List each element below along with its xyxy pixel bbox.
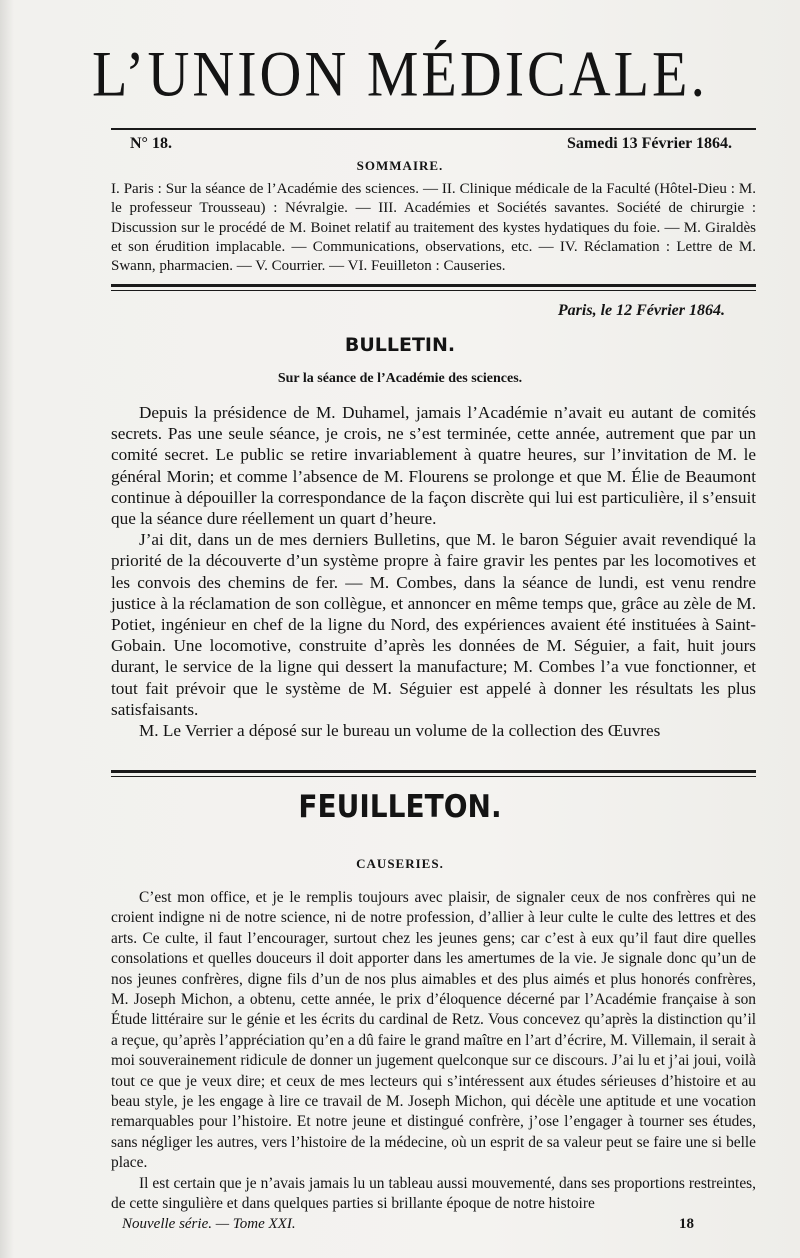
footer-page-number: 18 xyxy=(679,1216,694,1232)
feuilleton-body xyxy=(111,888,756,1215)
sommaire-rule-thin xyxy=(111,290,756,291)
sommaire-title: SOMMAIRE. xyxy=(356,158,444,173)
feuilleton-paragraph: C’est mon office, et je le remplis toujours avec plaisir, de signaler ceux de nos confrères qui ne croient indigne ni de notre science, ni de notre profession, d’allier à leur culte le culte des lettres et des arts. Ce culte, il faut l’encourager, surtout chez les jeunes gens; car c’est à eux qu’il faut dire quelles consolations et quelles douceurs il doit apporter dans les amertumes de la vie. Je signale donc qu’un de nos jeunes confrères, digne fils d’un de nos plus aimables et des plus aimés et plus honorés confrères, M. Joseph Michon, a obtenu, cette année, le prix d’éloquence décerné par l’Académie française à son Étude littéraire sur le génie et les écrits du cardinal de Retz. Vous concevez qu’après la distinction qu’il a reçue, qu’après l’appréciation qu’en a dû faire le grand maître en l’art d’écrire, M. Villemain, il serait à moi souverainement ridicule de donner un jugement quelconque sur ce discours. J’ai lu et j’ai joui, voilà tout ce que je veux dire; et ceux de mes lecteurs qui s’intéressent aux études sérieuses d’histoire et au beau style, je les engage à lire ce travail de M. Joseph Michon, qui décèle une aptitude et une vocation remarquables pour l’histoire. Et notre jeune et distingué confrère, j’ose l’engager à tourner ses études, sans négliger les autres, vers l’histoire de la médecine, où un esprit de sa valeur peut se faire une si belle place. xyxy=(111,889,756,1172)
bulletin-paragraph: M. Le Verrier a déposé sur le bureau un volume de la collection des Œuvres xyxy=(139,721,661,741)
feuilleton-rule-thin xyxy=(111,776,756,777)
bulletin-paragraph: J’ai dit, dans un de mes derniers Bulletins, que M. le baron Séguier avait revendiqué la priorité de la découverte d’un système propre à faire gravir les pentes par les locomotives et les convois des chemins de fer. — M. Combes, dans la séance de lundi, est venu rendre justice à la réclamation de son collègue, et annoncer en même temps que, grâce au zèle de M. Potiet, ingénieur en chef de la ligne du Nord, des expériences avaient été instituées à Saint-Gobain. Une locomotive, construite d’après les données de M. Séguier, a fait, huit jours durant, le service de la ligne qui dessert la manufacture; M. Combes l’a vue fonctionner, et tout fait prévoir que le système de M. Séguier est appelé à donner les résultats les plus satisfaisants. xyxy=(111,530,756,719)
masthead-title: L’UNION MÉDICALE. xyxy=(92,37,708,110)
issue-date: Samedi 13 Février 1864. xyxy=(566,135,732,152)
issue-number: N° 18. xyxy=(130,135,172,152)
sommaire-text: I. Paris : Sur la séance de l’Académie des sciences. — II. Clinique médicale de la Faculté (Hôtel-Dieu : M. le professeur Trousseau) : Névralgie. — III. Académies et Sociétés savantes. Société de chirurgie : Discussion sur le procédé de M. Boinet relatif au traitement des kystes hydatiques du foie. — M. Giraldès et son érudition implacable. — Communications, observations, etc. — IV. Réclamation : Lettre de M. Swann, pharmacien. — V. Courrier. — VI. Feuilleton : Causeries. xyxy=(111,181,756,275)
feuilleton-paragraph: Il est certain que je n’avais jamais lu un tableau aussi mouvementé, dans ses proportions restreintes, de cette singulière et dans quelques parties si brillante époque de notre histoire xyxy=(111,1174,756,1213)
bulletin-paragraph: Depuis la présidence de M. Duhamel, jamais l’Académie n’avait eu autant de comités secrets. Pas une seule séance, je crois, ne s’est terminée, cette année, autrement que par un comité secret. Le public se retire invariablement à quatre heures, sur l’invitation de M. le général Morin; et comme l’absence de M. Flourens se prolonge et que M. Élie de Beaumont continue à dépouiller la correspondance de la façon discrète qui lui est particulière, il s’ensuit que la séance dure réellement un quart d’heure. xyxy=(111,403,756,529)
feuilleton-subtitle: CAUSERIES. xyxy=(356,856,444,871)
masthead-rule xyxy=(111,128,756,130)
bulletin-body xyxy=(111,402,756,741)
feuilleton-rule-thick xyxy=(111,770,756,773)
bulletin-subtitle: Sur la séance de l’Académie des sciences. xyxy=(277,371,523,386)
footer-series: Nouvelle série. — Tome XXI. xyxy=(122,1216,296,1232)
sommaire-rule-thick xyxy=(111,284,756,287)
bulletin-title: BULLETIN. xyxy=(344,334,456,356)
bulletin-dateline: Paris, le 12 Février 1864. xyxy=(557,302,725,319)
feuilleton-title: FEUILLETON. xyxy=(298,788,502,825)
